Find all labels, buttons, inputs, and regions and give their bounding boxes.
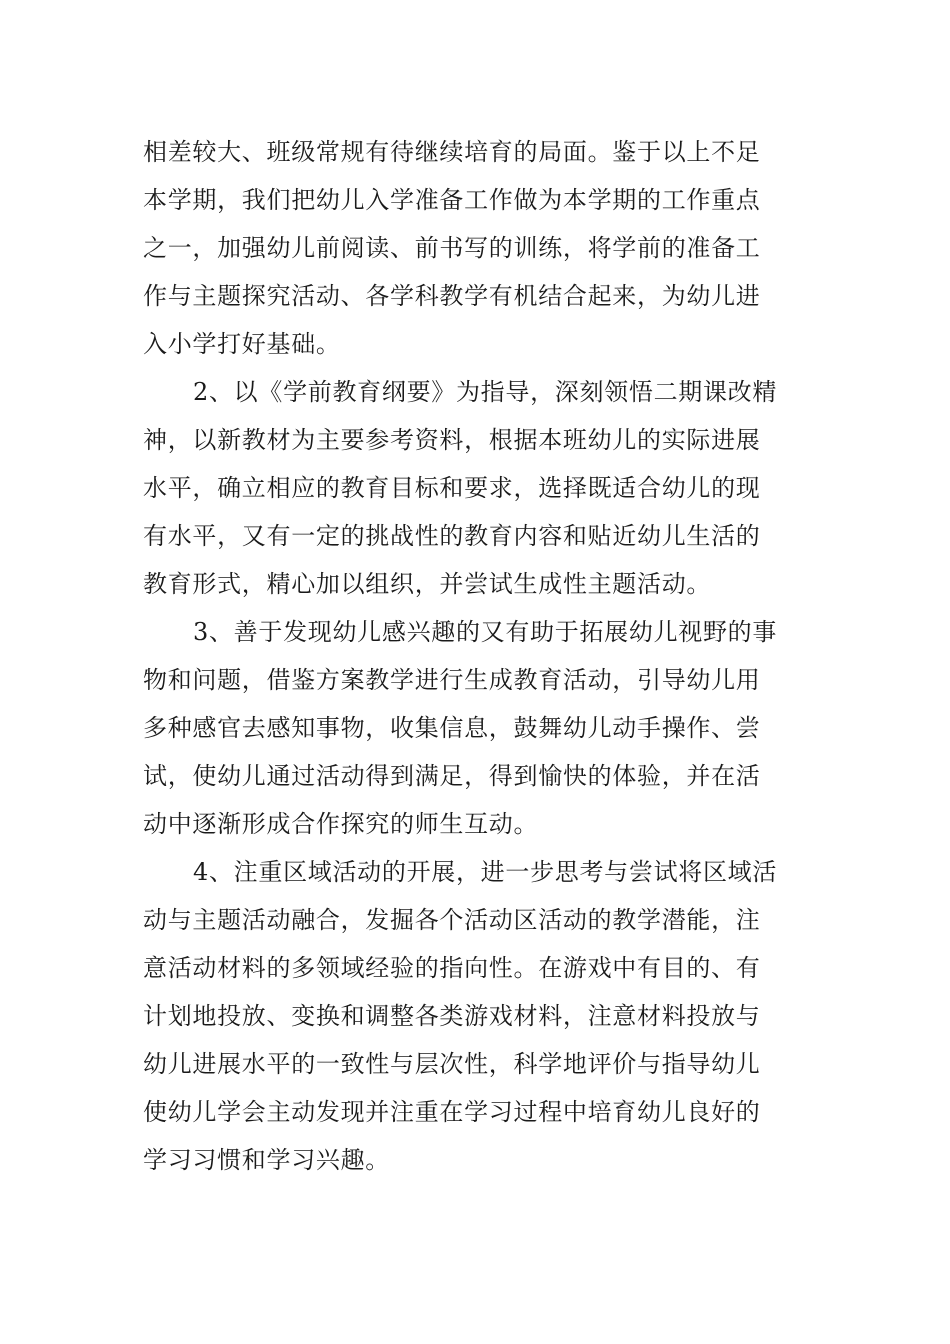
paragraph-3 [143, 608, 807, 848]
text-line: 入小学打好基础。 [143, 330, 341, 358]
text-line: 幼儿进展水平的一致性与层次性，科学地评价与指导幼儿 [143, 1050, 761, 1078]
paragraph-2 [143, 368, 807, 608]
text-line: 动与主题活动融合，发掘各个活动区活动的教学潜能，注 [143, 906, 761, 934]
text-line: 之一，加强幼儿前阅读、前书写的训练，将学前的准备工 [143, 234, 761, 262]
text-line: 学习习惯和学习兴趣。 [143, 1146, 390, 1174]
text-line: 2、以《学前教育纲要》为指导，深刻领悟二期课改精 [193, 378, 778, 406]
text-line: 相差较大、班级常规有待继续培育的局面。鉴于以上不足 [143, 138, 761, 166]
text-line: 物和问题，借鉴方案教学进行生成教育活动，引导幼儿用 [143, 666, 761, 694]
text-line: 水平，确立相应的教育目标和要求，选择既适合幼儿的现 [143, 474, 761, 502]
text-line: 试，使幼儿通过活动得到满足，得到愉快的体验，并在活 [143, 762, 761, 790]
text-line: 多种感官去感知事物，收集信息，鼓舞幼儿动手操作、尝 [143, 714, 761, 742]
paragraph-1 [143, 128, 807, 368]
text-line: 意活动材料的多领域经验的指向性。在游戏中有目的、有 [143, 954, 761, 982]
text-line: 教育形式，精心加以组织，并尝试生成性主题活动。 [143, 570, 712, 598]
text-line: 神，以新教材为主要参考资料，根据本班幼儿的实际进展 [143, 426, 761, 454]
text-line: 本学期，我们把幼儿入学准备工作做为本学期的工作重点 [143, 186, 761, 214]
text-line: 作与主题探究活动、各学科教学有机结合起来，为幼儿进 [143, 282, 761, 310]
text-line: 使幼儿学会主动发现并注重在学习过程中培育幼儿良好的 [143, 1098, 761, 1126]
paragraph-4 [143, 848, 807, 1184]
text-line: 计划地投放、变换和调整各类游戏材料，注意材料投放与 [143, 1002, 761, 1030]
text-line: 3、善于发现幼儿感兴趣的又有助于拓展幼儿视野的事 [193, 618, 778, 646]
text-line: 有水平，又有一定的挑战性的教育内容和贴近幼儿生活的 [143, 522, 761, 550]
text-line: 4、注重区域活动的开展，进一步思考与尝试将区域活 [193, 858, 778, 886]
document-body [143, 128, 807, 1184]
text-line: 动中逐渐形成合作探究的师生互动。 [143, 810, 539, 838]
